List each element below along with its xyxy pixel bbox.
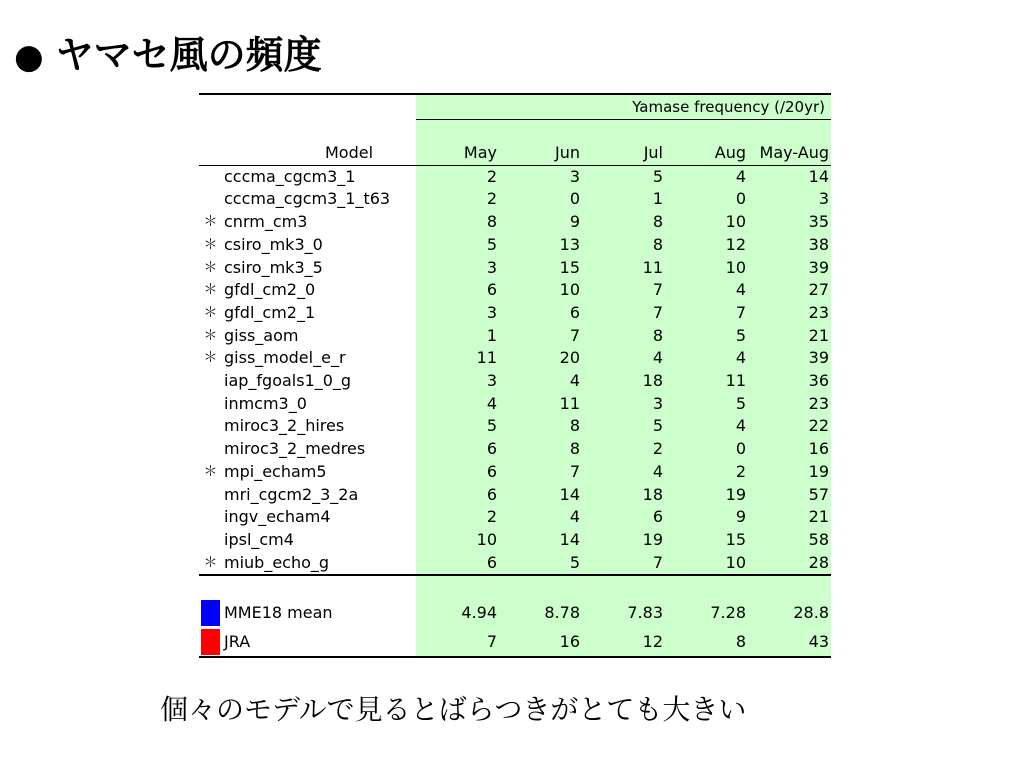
model-name-cell: mri_cgcm2_3_2a [224,484,359,504]
value-cell-jun: 8 [499,438,582,461]
value-cell-jun: 7 [499,325,582,348]
value-cell-jul: 4 [582,347,665,370]
value-cell-tot: 14 [748,165,831,188]
value-cell-aug: 7 [665,302,748,325]
marker-asterisk [199,165,222,188]
value-cell-tot: 22 [748,415,831,438]
marker-asterisk [199,188,222,211]
value-cell-tot: 21 [748,325,831,348]
column-header-may: May [416,142,499,165]
value-cell-aug: 19 [665,484,748,507]
model-name-cell: ingv_echam4 [224,507,331,527]
value-cell-jun: 9 [499,211,582,234]
model-name-cell: giss_model_e_r [224,348,346,368]
model-name-cell: miroc3_2_hires [224,416,345,436]
jra-row [199,628,831,657]
marker-asterisk: ＊ [203,214,218,231]
mme-mean-row [199,598,831,628]
value-cell-jun: 8 [499,415,582,438]
value-cell-aug: 0 [665,438,748,461]
summary-label: MME18 mean [224,603,333,623]
model-name-cell: miroc3_2_medres [224,439,366,459]
value-cell-jun: 11 [499,393,582,416]
table-row [199,484,831,507]
value-cell-jul: 4 [582,461,665,484]
marker-asterisk: ＊ [203,463,218,480]
value-cell-tot: 3 [748,188,831,211]
value-cell-tot: 23 [748,393,831,416]
group-header: Yamase frequency (/20yr) [416,94,831,120]
marker-asterisk: ＊ [203,236,218,253]
table-row [199,257,831,280]
value-cell-jul: 7 [582,279,665,302]
slide-title-text: ヤマセ風の頻度 [55,33,322,77]
value-cell-aug: 10 [665,211,748,234]
model-name-cell: cccma_cgcm3_1_t63 [224,189,391,209]
value-cell-may: 6 [416,438,499,461]
table-row [199,211,831,234]
value-cell-jul: 11 [582,257,665,280]
value-cell-aug: 4 [665,347,748,370]
value-cell-tot: 57 [748,484,831,507]
table-row [199,438,831,461]
model-name-cell: giss_aom [224,325,299,345]
summary-value-may: 4.94 [416,598,499,628]
value-cell-jun: 4 [499,506,582,529]
model-name-cell: csiro_mk3_5 [224,257,323,277]
value-cell-aug: 4 [665,415,748,438]
value-cell-aug: 5 [665,325,748,348]
marker-asterisk [199,393,222,416]
table-row [199,529,831,552]
summary-value-aug: 8 [665,628,748,657]
jra-color-swatch [201,629,220,655]
table-row [199,165,831,188]
value-cell-may: 8 [416,211,499,234]
value-cell-may: 10 [416,529,499,552]
model-name-cell: ipsl_cm4 [224,529,294,549]
value-cell-aug: 4 [665,165,748,188]
value-cell-aug: 11 [665,370,748,393]
slide-title [14,30,322,82]
value-cell-jun: 14 [499,484,582,507]
value-cell-may: 6 [416,461,499,484]
table-row [199,461,831,484]
value-cell-jun: 7 [499,461,582,484]
value-cell-tot: 39 [748,257,831,280]
value-cell-jul: 2 [582,438,665,461]
value-cell-jul: 8 [582,211,665,234]
table-row [199,552,831,576]
value-cell-jun: 13 [499,234,582,257]
value-cell-tot: 58 [748,529,831,552]
value-cell-jul: 8 [582,234,665,257]
summary-value-tot: 28.8 [748,598,831,628]
model-name-cell: cnrm_cm3 [224,212,308,232]
value-cell-aug: 10 [665,257,748,280]
value-cell-jul: 18 [582,370,665,393]
value-cell-jun: 0 [499,188,582,211]
value-cell-jul: 7 [582,552,665,576]
table-row [199,279,831,302]
table-row [199,370,831,393]
summary-value-jul: 7.83 [582,598,665,628]
model-name-cell: iap_fgoals1_0_g [224,371,352,391]
summary-value-may: 7 [416,628,499,657]
table-group-header-row [199,94,831,120]
value-cell-may: 6 [416,484,499,507]
value-cell-may: 5 [416,234,499,257]
value-cell-aug: 10 [665,552,748,576]
value-cell-jun: 5 [499,552,582,576]
marker-asterisk [199,370,222,393]
value-cell-jun: 20 [499,347,582,370]
model-column-header: Model [222,142,416,165]
summary-value-jun: 16 [499,628,582,657]
model-name-cell: miub_echo_g [222,552,416,576]
model-name-cell: inmcm3_0 [224,393,307,413]
marker-asterisk: ＊ [203,304,218,321]
value-cell-jul: 18 [582,484,665,507]
table-row [199,325,831,348]
value-cell-jun: 4 [499,370,582,393]
summary-value-tot: 43 [748,628,831,657]
summary-value-jul: 12 [582,628,665,657]
marker-asterisk [199,484,222,507]
value-cell-jul: 5 [582,415,665,438]
summary-value-aug: 7.28 [665,598,748,628]
frequency-table [199,93,831,658]
table-column-header-row [199,142,831,165]
value-cell-tot: 23 [748,302,831,325]
value-cell-aug: 12 [665,234,748,257]
mme-color-swatch [201,600,220,626]
model-name-cell: mpi_echam5 [224,461,327,481]
marker-asterisk [199,529,222,552]
column-header-jul: Jul [582,142,665,165]
slide-caption: 個々のモデルで見るとばらつきがとても大きい [160,693,747,726]
value-cell-jun: 3 [499,165,582,188]
value-cell-tot: 21 [748,506,831,529]
value-cell-aug: 5 [665,393,748,416]
marker-asterisk: ＊ [203,282,218,299]
model-name-cell: csiro_mk3_0 [224,234,323,254]
model-name-cell: gfdl_cm2_0 [224,280,316,300]
value-cell-may: 3 [416,257,499,280]
value-cell-jul: 8 [582,325,665,348]
table-row [199,302,831,325]
value-cell-jul: 7 [582,302,665,325]
table-row [199,506,831,529]
model-name-cell: gfdl_cm2_1 [224,302,316,322]
marker-asterisk [199,415,222,438]
value-cell-aug: 2 [665,461,748,484]
value-cell-may: 2 [416,165,499,188]
value-cell-tot: 39 [748,347,831,370]
value-cell-tot: 38 [748,234,831,257]
value-cell-jul: 5 [582,165,665,188]
model-name-cell: cccma_cgcm3_1 [224,166,356,186]
value-cell-may: 4 [416,393,499,416]
table-row [199,188,831,211]
value-cell-may: 11 [416,347,499,370]
marker-asterisk: ＊ [203,327,218,344]
value-cell-aug: 4 [665,279,748,302]
marker-asterisk: ＊ [203,350,218,367]
value-cell-tot: 27 [748,279,831,302]
marker-asterisk: ＊ [199,552,222,576]
value-cell-jun: 6 [499,302,582,325]
column-header-aug: Aug [665,142,748,165]
value-cell-may: 1 [416,325,499,348]
table-row [199,415,831,438]
column-header-jun: Jun [499,142,582,165]
value-cell-may: 2 [416,188,499,211]
value-cell-may: 5 [416,415,499,438]
value-cell-jun: 10 [499,279,582,302]
table-row [199,393,831,416]
summary-label: JRA [222,628,416,657]
value-cell-tot: 28 [748,552,831,576]
marker-asterisk [199,438,222,461]
table-row [199,347,831,370]
frequency-table-wrapper [199,93,831,658]
value-cell-may: 6 [416,552,499,576]
value-cell-aug: 15 [665,529,748,552]
value-cell-tot: 35 [748,211,831,234]
value-cell-tot: 36 [748,370,831,393]
column-header-may-aug: May-Aug [748,142,831,165]
value-cell-jun: 15 [499,257,582,280]
value-cell-jul: 3 [582,393,665,416]
value-cell-tot: 19 [748,461,831,484]
value-cell-jul: 1 [582,188,665,211]
value-cell-aug: 0 [665,188,748,211]
value-cell-may: 2 [416,506,499,529]
value-cell-tot: 16 [748,438,831,461]
marker-asterisk [199,506,222,529]
bullet-icon: ● [14,37,44,77]
summary-value-jun: 8.78 [499,598,582,628]
value-cell-may: 3 [416,370,499,393]
marker-asterisk: ＊ [203,259,218,276]
value-cell-jun: 14 [499,529,582,552]
table-row [199,234,831,257]
value-cell-aug: 9 [665,506,748,529]
value-cell-jul: 6 [582,506,665,529]
value-cell-may: 3 [416,302,499,325]
value-cell-jul: 19 [582,529,665,552]
value-cell-may: 6 [416,279,499,302]
